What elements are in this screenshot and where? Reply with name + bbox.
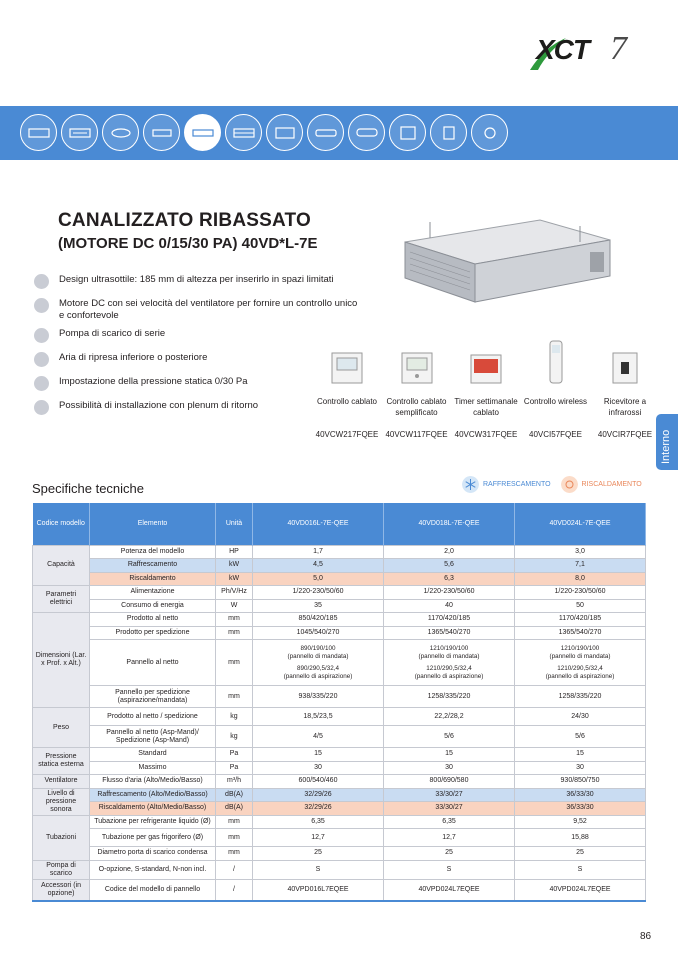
table-cell: 8,0 xyxy=(515,572,646,586)
table-cell: 18,5/23,5 xyxy=(253,708,384,726)
table-cell: 1/220-230/50/60 xyxy=(253,586,384,600)
table-cell: 938/335/220 xyxy=(253,686,384,708)
table-cell: Prodotto al netto / spedizione xyxy=(90,708,216,726)
table-cell: Standard xyxy=(90,748,216,762)
controller-label: Controllo wireless xyxy=(523,397,588,406)
table-row xyxy=(33,748,646,762)
table-row xyxy=(33,788,646,802)
group-cell: Pompa di scarico xyxy=(33,860,90,879)
table-row xyxy=(33,559,646,573)
table-cell: mm xyxy=(216,613,253,627)
table-row xyxy=(33,829,646,847)
ceiling-floor-icon[interactable] xyxy=(307,114,344,151)
table-cell: mm xyxy=(216,829,253,847)
table-cell: mm xyxy=(216,847,253,861)
table-cell: dB(A) xyxy=(216,788,253,802)
table-cell: 2,0 xyxy=(384,545,515,559)
table-cell: 5,6 xyxy=(384,559,515,573)
table-cell: mm xyxy=(216,815,253,829)
table-cell: 6,35 xyxy=(384,815,515,829)
table-cell: mm xyxy=(216,640,253,686)
table-cell: Prodotto al netto xyxy=(90,613,216,627)
group-cell: Livello di pressione sonora xyxy=(33,788,90,815)
table-row xyxy=(33,761,646,775)
table-cell: 25 xyxy=(384,847,515,861)
floor-standing-icon[interactable] xyxy=(430,114,467,151)
table-cell: Tubazione per gas frigorifero (Ø) xyxy=(90,829,216,847)
table-row xyxy=(33,572,646,586)
feature-text: Design ultrasottile: 185 mm di altezza per inserirlo in spazi limitati xyxy=(59,274,334,285)
table-cell xyxy=(515,640,646,686)
controller-card xyxy=(592,340,658,439)
group-cell: Pressione statica esterna xyxy=(33,748,90,775)
product-title: CANALIZZATO RIBASSATO xyxy=(58,210,311,231)
cassette-compact-icon[interactable] xyxy=(61,114,98,151)
group-cell: Peso xyxy=(33,708,90,748)
table-cell: 12,7 xyxy=(384,829,515,847)
table-cell: Ph/V/Hz xyxy=(216,586,253,600)
table-cell: 3,0 xyxy=(515,545,646,559)
group-cell: Ventilatore xyxy=(33,775,90,789)
table-cell: S xyxy=(515,860,646,879)
static-pressure-icon xyxy=(34,376,49,391)
controller-label: Controllo cablato semplificato xyxy=(386,397,447,417)
table-cell: 1/220-230/50/60 xyxy=(515,586,646,600)
product-family-band xyxy=(0,106,678,160)
logo-number: 7 xyxy=(610,30,627,67)
cell-line: 1210/190/100 xyxy=(560,644,600,652)
duct-slim-icon[interactable] xyxy=(184,114,221,151)
dc-motor-icon xyxy=(34,298,49,313)
group-cell: Parametri elettrici xyxy=(33,586,90,613)
table-cell: O-opzione, S-standard, N-non incl. xyxy=(90,860,216,879)
table-cell: Pannello al netto (Asp-Mand)/ Spedizione (Asp-Mand) xyxy=(90,726,216,748)
weekly-timer-icon xyxy=(470,354,502,384)
feature-text: Motore DC con sei velocità del ventilatore per fornire un controllo unico e confortevole xyxy=(59,298,358,321)
table-cell: m³/h xyxy=(216,775,253,789)
plenum-icon xyxy=(34,400,49,415)
table-cell: 40VPD024L7EQEE xyxy=(384,879,515,901)
table-cell: 33/30/27 xyxy=(384,788,515,802)
table-header-row xyxy=(33,503,646,545)
table-cell: Raffrescamento xyxy=(90,559,216,573)
table-cell: Alimentazione xyxy=(90,586,216,600)
controller-card xyxy=(314,340,380,439)
table-cell: 1365/540/270 xyxy=(515,626,646,640)
table-cell: 850/420/185 xyxy=(253,613,384,627)
table-row xyxy=(33,586,646,600)
controller-label: Timer settimanale cablato xyxy=(454,397,518,417)
table-cell: 1170/420/185 xyxy=(515,613,646,627)
table-cell: Tubazione per refrigerante liquido (Ø) xyxy=(90,815,216,829)
table-cell: 6,3 xyxy=(384,572,515,586)
group-cell: Accessori (in opzione) xyxy=(33,879,90,901)
table-row xyxy=(33,815,646,829)
table-cell: 4,5 xyxy=(253,559,384,573)
slim-design-icon xyxy=(34,274,49,289)
table-cell: Riscaldamento (Alto/Medio/Basso) xyxy=(90,802,216,816)
table-cell: 40VPD016L7EQEE xyxy=(253,879,384,901)
table-cell: Diametro porta di scarico condensa xyxy=(90,847,216,861)
table-row xyxy=(33,847,646,861)
page-number: 86 xyxy=(640,931,652,942)
cassette-unit-icon[interactable] xyxy=(20,114,57,151)
header-cell: Codice modello xyxy=(33,503,90,545)
table-row xyxy=(33,686,646,708)
table-row xyxy=(33,640,646,686)
duct-high-icon[interactable] xyxy=(266,114,303,151)
table-cell: S xyxy=(253,860,384,879)
controller-options xyxy=(314,340,658,439)
feature-text: Possibilità di installazione con plenum di ritorno xyxy=(59,400,259,411)
wall-mounted-icon[interactable] xyxy=(348,114,385,151)
return-air-icon xyxy=(34,352,49,367)
table-cell: 33/30/27 xyxy=(384,802,515,816)
table-cell: 40VPD024L7EQEE xyxy=(515,879,646,901)
table-cell: 1/220-230/50/60 xyxy=(384,586,515,600)
table-cell: mm xyxy=(216,626,253,640)
table-row xyxy=(33,626,646,640)
table-cell: 6,35 xyxy=(253,815,384,829)
cell-line: 890/190/100 xyxy=(300,644,336,652)
wired-controller-icon xyxy=(331,352,363,384)
header-cell: 40VD024L-7E-QEE xyxy=(515,503,646,545)
table-row xyxy=(33,599,646,613)
table-row xyxy=(33,708,646,726)
table-cell: 15,88 xyxy=(515,829,646,847)
table-cell: 1045/540/270 xyxy=(253,626,384,640)
table-row xyxy=(33,879,646,901)
table-cell: 25 xyxy=(253,847,384,861)
table-cell: Prodotto per spedizione xyxy=(90,626,216,640)
table-cell: Flusso d'aria (Alto/Medio/Basso) xyxy=(90,775,216,789)
cell-line: (pannello di mandata) xyxy=(418,652,480,660)
controller-card xyxy=(523,340,589,439)
cell-line: (pannello di mandata) xyxy=(287,652,349,660)
controller-label: Ricevitore a infrarossi xyxy=(603,397,647,417)
table-cell: kW xyxy=(216,559,253,573)
table-cell: 5/6 xyxy=(515,726,646,748)
cell-line: 1210/190/100 xyxy=(429,644,469,652)
table-cell xyxy=(384,640,515,686)
feature-item xyxy=(34,274,364,292)
table-cell: 800/690/580 xyxy=(384,775,515,789)
controller-label: Controllo cablato xyxy=(316,397,378,406)
cell-line: 1210/290,5/32,4 xyxy=(557,664,603,672)
controller-code: 40VCW217FQEE xyxy=(315,430,379,439)
table-cell: 25 xyxy=(515,847,646,861)
cell-line: 1210/290,5/32,4 xyxy=(426,664,472,672)
table-cell: S xyxy=(384,860,515,879)
header-cell: Unità xyxy=(216,503,253,545)
table-row xyxy=(33,545,646,559)
group-cell: Dimensioni (Lar. x Prof. x Alt.) xyxy=(33,613,90,708)
cell-line: (pannello di mandata) xyxy=(549,652,611,660)
table-cell: 30 xyxy=(384,761,515,775)
table-cell: / xyxy=(216,860,253,879)
table-cell: Codice del modello di pannello xyxy=(90,879,216,901)
table-cell: Consumo di energia xyxy=(90,599,216,613)
table-row xyxy=(33,613,646,627)
table-row xyxy=(33,802,646,816)
table-cell: / xyxy=(216,879,253,901)
table-cell: Raffrescamento (Alto/Medio/Basso) xyxy=(90,788,216,802)
feature-text: Pompa di scarico di serie xyxy=(59,328,166,339)
table-cell: 12,7 xyxy=(253,829,384,847)
table-cell: 930/850/750 xyxy=(515,775,646,789)
table-cell: 36/33/30 xyxy=(515,788,646,802)
table-cell xyxy=(253,640,384,686)
group-cell: Capacità xyxy=(33,545,90,586)
table-cell: 36/33/30 xyxy=(515,802,646,816)
table-cell: 50 xyxy=(515,599,646,613)
table-cell: 30 xyxy=(253,761,384,775)
table-cell: 15 xyxy=(253,748,384,762)
cell-line: 890/290,5/32,4 xyxy=(296,664,340,672)
header-cell: Elemento xyxy=(90,503,216,545)
table-cell: 1,7 xyxy=(253,545,384,559)
controller-code: 40VCW317FQEE xyxy=(454,430,518,439)
logo-text: XCT xyxy=(536,34,589,65)
table-row xyxy=(33,726,646,748)
table-cell: 24/30 xyxy=(515,708,646,726)
table-cell: 35 xyxy=(253,599,384,613)
table-cell: 32/29/26 xyxy=(253,788,384,802)
feature-text: Aria di ripresa inferiore o posteriore xyxy=(59,352,208,363)
table-cell: 30 xyxy=(515,761,646,775)
mode-legend xyxy=(462,476,652,493)
cell-line: (pannello di aspirazione) xyxy=(414,672,484,680)
section-side-tab xyxy=(656,414,678,470)
duct-medium-icon[interactable] xyxy=(225,114,262,151)
controller-card xyxy=(453,340,519,439)
table-cell: Pa xyxy=(216,761,253,775)
table-cell: 1258/335/220 xyxy=(515,686,646,708)
controller-code: 40VCIR7FQEE xyxy=(597,430,653,439)
table-cell: 4/5 xyxy=(253,726,384,748)
table-cell: Massimo xyxy=(90,761,216,775)
header-cell: 40VD018L-7E-QEE xyxy=(384,503,515,545)
table-cell: 22,2/28,2 xyxy=(384,708,515,726)
table-cell: 32/29/26 xyxy=(253,802,384,816)
table-row xyxy=(33,775,646,789)
table-cell: HP xyxy=(216,545,253,559)
table-cell: 15 xyxy=(384,748,515,762)
sun-icon xyxy=(561,476,578,493)
product-subtitle: (MOTORE DC 0/15/30 PA) 40VD*L-7E xyxy=(58,235,318,252)
table-cell: Riscaldamento xyxy=(90,572,216,586)
wireless-remote-icon xyxy=(549,340,563,384)
cell-line: (pannello di aspirazione) xyxy=(545,672,615,680)
table-cell: dB(A) xyxy=(216,802,253,816)
table-cell: W xyxy=(216,599,253,613)
table-row xyxy=(33,860,646,879)
group-cell: Tubazioni xyxy=(33,815,90,860)
cassette-oneway-icon[interactable] xyxy=(143,114,180,151)
brand-logo xyxy=(528,30,638,76)
side-tab-label: Interno xyxy=(660,429,672,464)
table-cell: 15 xyxy=(515,748,646,762)
ahu-kit-icon[interactable] xyxy=(471,114,508,151)
table-cell: 7,1 xyxy=(515,559,646,573)
table-cell: Pannello al netto xyxy=(90,640,216,686)
table-cell: 1170/420/185 xyxy=(384,613,515,627)
product-family-icons xyxy=(20,114,508,151)
controller-code: 40VCI57FQEE xyxy=(529,430,582,439)
infrared-receiver-icon xyxy=(612,352,638,384)
table-cell: 40 xyxy=(384,599,515,613)
cassette-round-icon[interactable] xyxy=(102,114,139,151)
table-cell: 1258/335/220 xyxy=(384,686,515,708)
table-cell: kW xyxy=(216,572,253,586)
cell-line: (pannello di aspirazione) xyxy=(283,672,353,680)
duct-unit-image xyxy=(390,212,620,312)
feature-item xyxy=(34,298,364,322)
table-cell: 5/6 xyxy=(384,726,515,748)
table-cell: 600/540/460 xyxy=(253,775,384,789)
snowflake-icon xyxy=(462,476,479,493)
controller-code: 40VCW117FQEE xyxy=(385,430,448,439)
legend-heating-label: RISCALDAMENTO xyxy=(581,481,642,488)
specs-title: Specifiche tecniche xyxy=(32,481,145,496)
table-cell: mm xyxy=(216,686,253,708)
controller-card xyxy=(384,340,450,439)
table-cell: 1365/540/270 xyxy=(384,626,515,640)
table-cell: Potenza del modello xyxy=(90,545,216,559)
feature-text: Impostazione della pressione statica 0/30 Pa xyxy=(59,376,248,387)
table-cell: kg xyxy=(216,726,253,748)
drain-pump-icon xyxy=(34,328,49,343)
table-cell: 5,0 xyxy=(253,572,384,586)
specifications-table xyxy=(32,503,646,902)
header-cell: 40VD016L-7E-QEE xyxy=(253,503,384,545)
table-cell: 9,52 xyxy=(515,815,646,829)
legend-cooling-label: RAFFRESCAMENTO xyxy=(483,481,551,488)
table-cell: Pa xyxy=(216,748,253,762)
table-cell: kg xyxy=(216,708,253,726)
simple-wired-controller-icon xyxy=(401,352,433,384)
console-icon[interactable] xyxy=(389,114,426,151)
table-cell: Pannello per spedizione (aspirazione/mandata) xyxy=(90,686,216,708)
